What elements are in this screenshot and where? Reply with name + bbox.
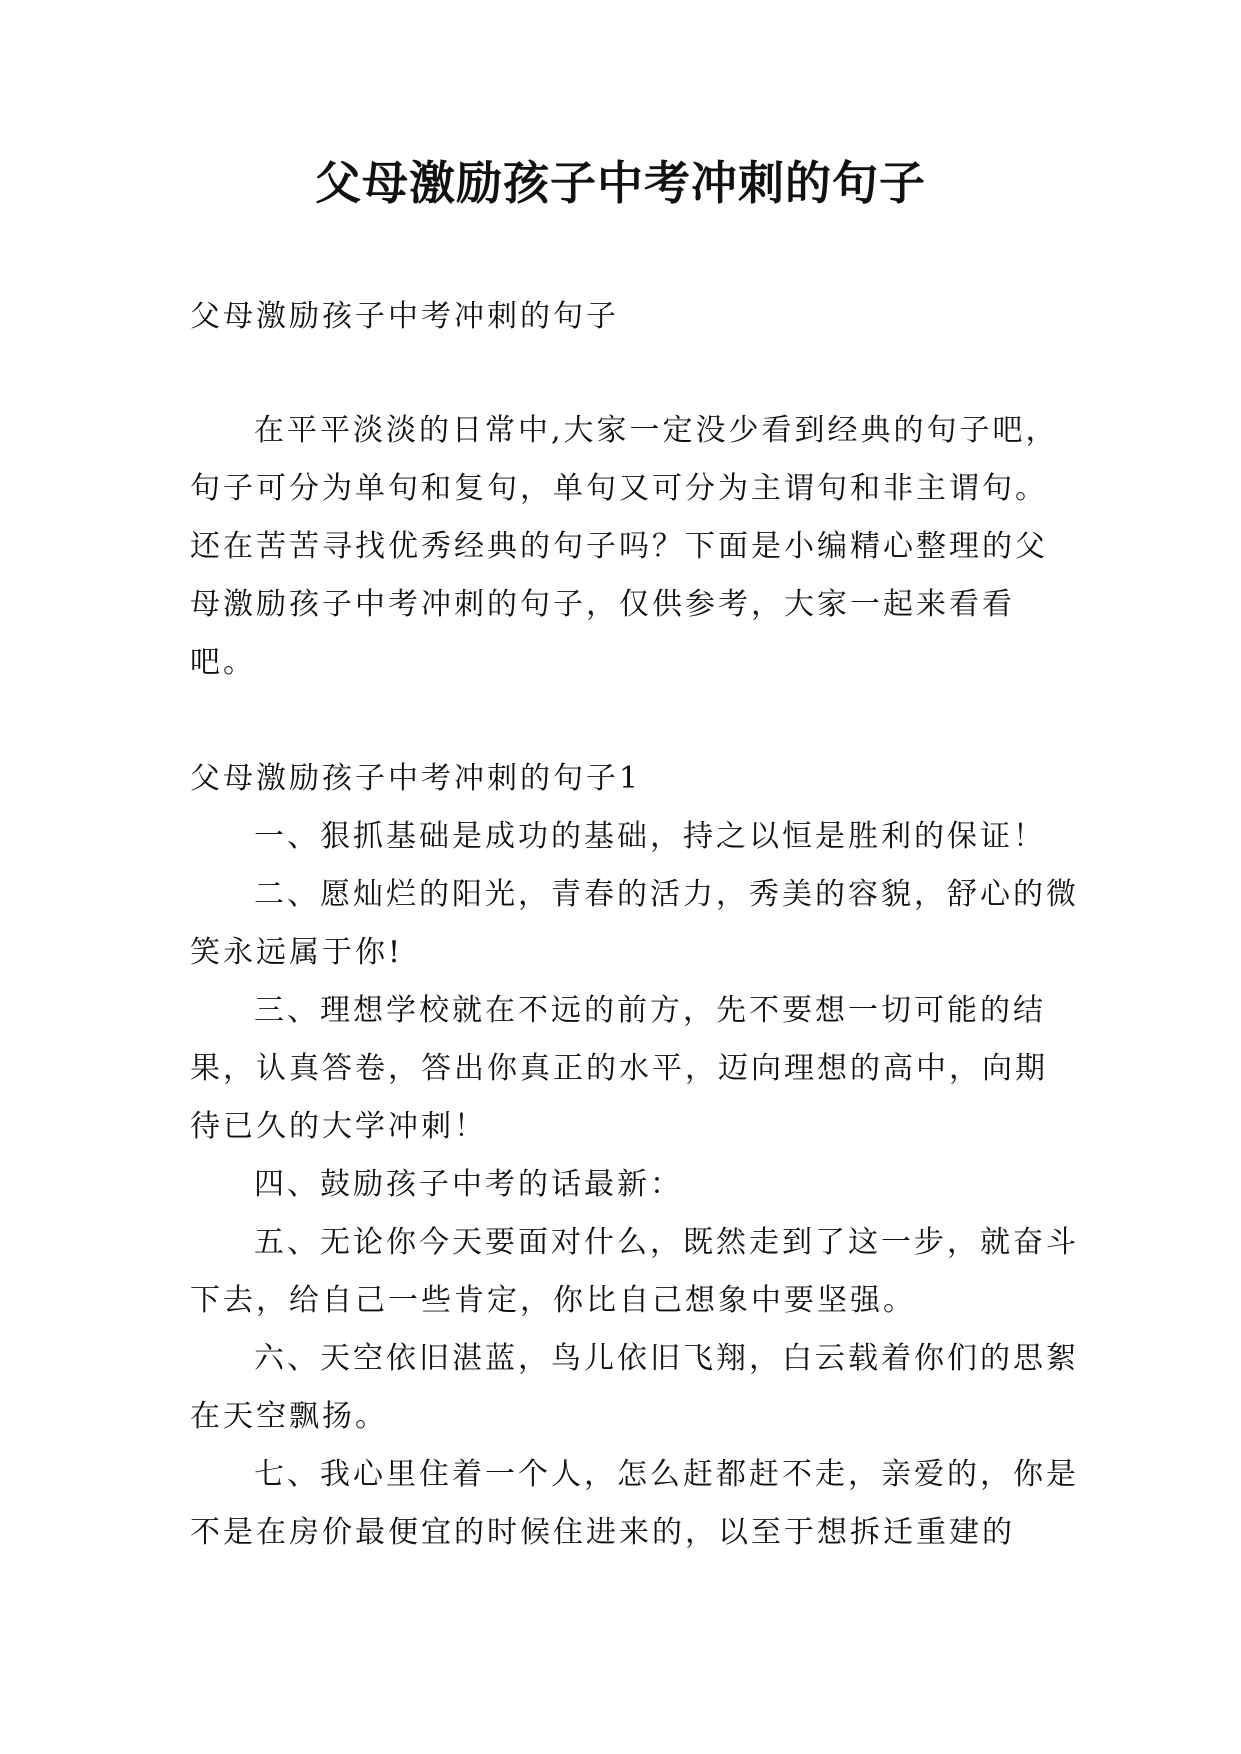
document-title: 父母激励孩子中考冲刺的句子 bbox=[315, 156, 926, 210]
list-item: 七、我心里住着一个人，怎么赶都赶不走，亲爱的，你是不是在房价最便宜的时候住进来的，以至于想拆迁重建的 bbox=[190, 1457, 1079, 1550]
list-item: 三、理想学校就在不远的前方，先不要想一切可能的结果，认真答卷，答出你真正的水平，迈向理想的高中，向期待已久的大学冲刺！ bbox=[190, 993, 1048, 1144]
list-item: 四、鼓励孩子中考的话最新： bbox=[254, 1167, 683, 1202]
section-heading: 父母激励孩子中考冲刺的句子1 bbox=[190, 761, 642, 796]
list-item: 五、无论你今天要面对什么，既然走到了这一步，就奋斗下去，给自己一些肯定，你比自己想象中要坚强。 bbox=[190, 1225, 1079, 1318]
intro-paragraph: 在平平淡淡的日常中,大家一定没少看到经典的句子吧，句子可分为单句和复句，单句又可分为主谓句和非主谓句。还在苦苦寻找优秀经典的句子吗？下面是小编精心整理的父母激励孩子中考冲刺的句子，仅供参考，大家一起来看看吧。 bbox=[190, 413, 1059, 680]
list-item: 六、天空依旧湛蓝，鸟儿依旧飞翔，白云载着你们的思絮在天空飘扬。 bbox=[190, 1341, 1079, 1434]
list-item: 一、狠抓基础是成功的基础，持之以恒是胜利的保证！ bbox=[254, 819, 1046, 854]
sentence-list bbox=[190, 808, 1080, 1562]
list-item: 二、愿灿烂的阳光，青春的活力，秀美的容貌，舒心的微笑永远属于你! bbox=[190, 877, 1079, 970]
document-subtitle: 父母激励孩子中考冲刺的句子 bbox=[190, 299, 619, 334]
